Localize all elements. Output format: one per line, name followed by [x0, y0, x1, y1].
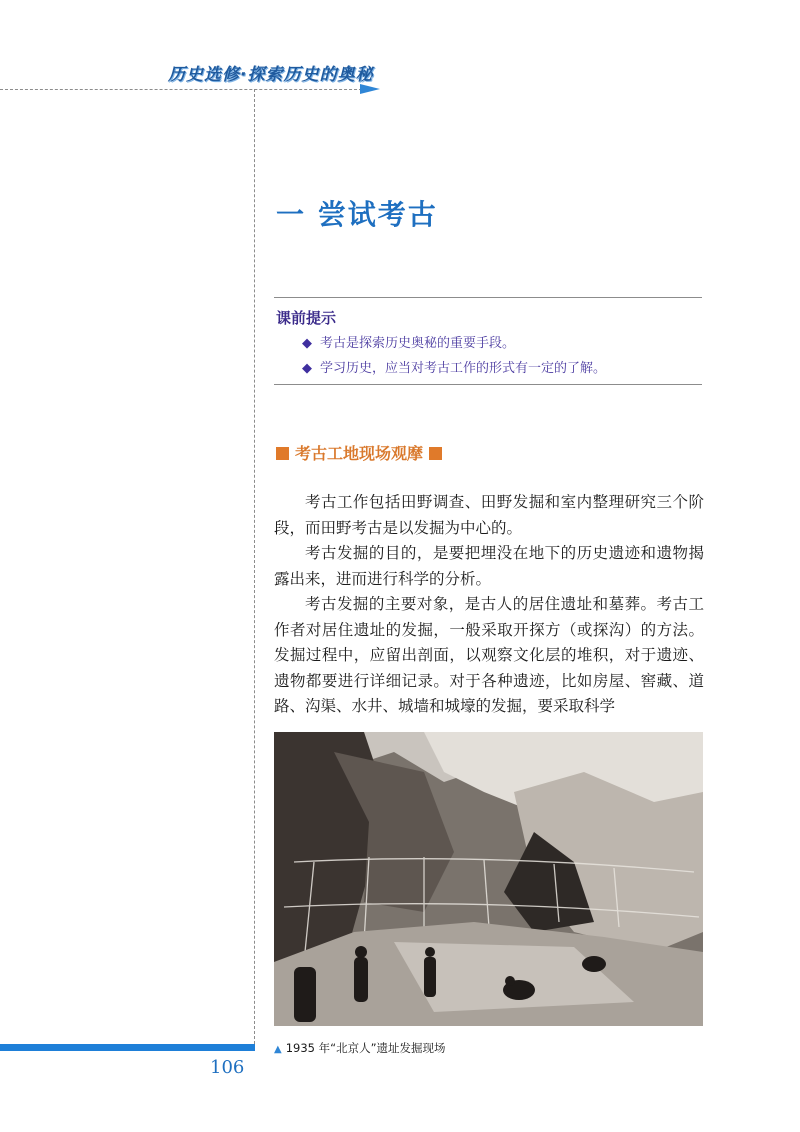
tip-item: [302, 357, 606, 376]
paragraph: 考古工作包括田野调查、田野发掘和室内整理研究三个阶段，而田野考古是以发掘为中心的。: [274, 493, 704, 537]
running-header-title: 历史选修·探索历史的奥秘: [168, 65, 374, 85]
diamond-bullet-icon: ◆: [302, 361, 312, 376]
tips-heading: 课前提示: [276, 309, 337, 327]
paragraph: 考古发掘的目的，是要把埋没在地下的历史遗迹和遗物揭露出来，进而进行科学的分析。: [274, 544, 704, 588]
square-marker-icon: [429, 447, 442, 460]
square-marker-icon: [276, 447, 289, 460]
figure-caption-text: 1935 年“北京人”遗址发掘现场: [285, 1041, 446, 1055]
diamond-bullet-icon: ◆: [302, 336, 312, 351]
margin-dashed-rule: [254, 89, 255, 1044]
footer-blue-bar: [0, 1044, 255, 1051]
tip-text: 学习历史，应当对考古工作的形式有一定的了解。: [320, 361, 607, 376]
body-text: [274, 490, 704, 720]
chapter-title: 一 尝试考古: [276, 198, 438, 231]
page-number: 106: [210, 1057, 245, 1078]
excavation-photo: [274, 732, 703, 1026]
triangle-marker-icon: ▲: [274, 1044, 282, 1055]
header-arrow-icon: [360, 84, 380, 94]
section-heading: [276, 441, 442, 464]
tip-text: 考古是探索历史奥秘的重要手段。: [320, 336, 516, 351]
paragraph: 考古发掘的主要对象，是古人的居住遗址和墓葬。考古工作者对居住遗址的发掘，一般采取开探方（或探沟）的方法。发掘过程中，应留出剖面，以观察文化层的堆积，对于遗迹、遗物都要进行详细记录。对于各种遗迹，比如房屋、窖藏、道路、沟渠、水井、城墙和城壕的发掘，要采取科学: [274, 595, 704, 715]
tip-item: [302, 332, 515, 351]
pre-lesson-tips-box: [274, 297, 702, 385]
header-dashed-rule: [0, 89, 372, 90]
figure-caption: [274, 1040, 446, 1056]
section-heading-text: 考古工地现场观摩: [295, 444, 424, 463]
